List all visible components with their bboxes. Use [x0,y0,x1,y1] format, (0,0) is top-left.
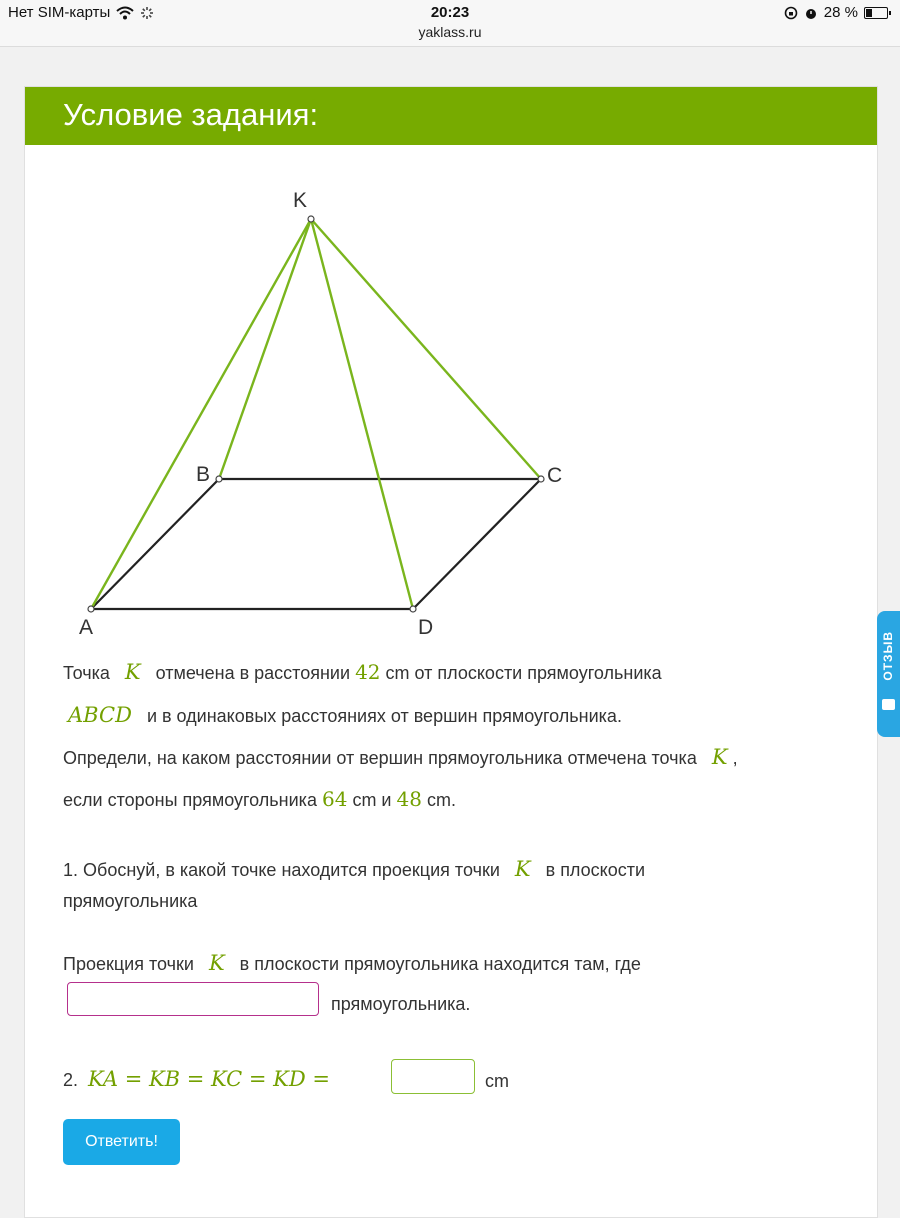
envelope-icon [882,699,895,710]
projection-answer-input[interactable] [67,982,319,1016]
problem-line-1: Точка K отмечена в расстоянии 42 cm от плоскости прямоугольника [63,660,662,684]
edge-cd [413,479,541,609]
alarm-icon [804,6,818,20]
divider [0,46,900,47]
base-rectangle [91,479,541,609]
battery-icon [864,7,888,19]
math-equation: KA = KB = KC = KD = [88,1067,330,1091]
vertex-label-d: D [418,616,434,639]
lateral-edges [91,219,541,609]
question-1-line-1: 1. Обоснуй, в какой точке находится проекция точки K в плоскости [63,857,646,881]
answer-1-line: Проекция точки K в плоскости прямоугольника находится там, где [63,951,641,975]
battery-percent: 28 % [823,4,858,21]
edge-kb [219,219,311,479]
math-var: K [208,951,225,975]
math-var: ABCD [68,703,132,727]
answer-1-suffix: прямоугольника. [331,994,471,1014]
submit-button[interactable]: Ответить! [63,1119,180,1165]
math-number: 48 [396,787,422,811]
math-number: 42 [355,660,381,684]
feedback-label: ОТЗЫВ [881,631,895,681]
edge-ab [91,479,219,609]
page-url[interactable]: yaklass.ru [418,24,482,40]
clock: 20:23 [430,4,470,21]
status-bar [0,0,900,46]
rotation-lock-icon [784,6,798,20]
feedback-tab[interactable] [877,611,900,737]
vertex-label-k: K [293,189,308,212]
vertex-label-b: B [196,463,211,486]
question-2-line: 2. KA = KB = KC = KD = [63,1067,330,1091]
math-var: K [711,745,728,769]
math-var: K [514,857,531,881]
vertex-label-a: A [79,616,94,639]
vertex-points [88,216,544,612]
task-title: Условие задания: [63,97,319,132]
math-number: 64 [321,787,348,811]
edge-ka [91,219,311,609]
carrier-label: Нет SIM-карты [8,4,111,21]
status-right [784,4,888,21]
problem-line-3: Определи, на каком расстоянии от вершин прямоугольника отмечена точка K , [63,745,738,769]
math-var: K [124,660,141,684]
problem-line-2: ABCD и в одинаковых расстояниях от вершин прямоугольника. [68,703,622,727]
question-1-line-2: прямоугольника [63,891,198,911]
problem-line-4: если стороны прямоугольника 64 cm и 48 cm. [63,787,456,811]
distance-answer-input[interactable] [391,1059,475,1094]
pyramid-figure [25,87,877,647]
vertex-label-c: C [547,464,563,487]
unit-label: cm [485,1071,509,1091]
task-card [24,86,878,1218]
